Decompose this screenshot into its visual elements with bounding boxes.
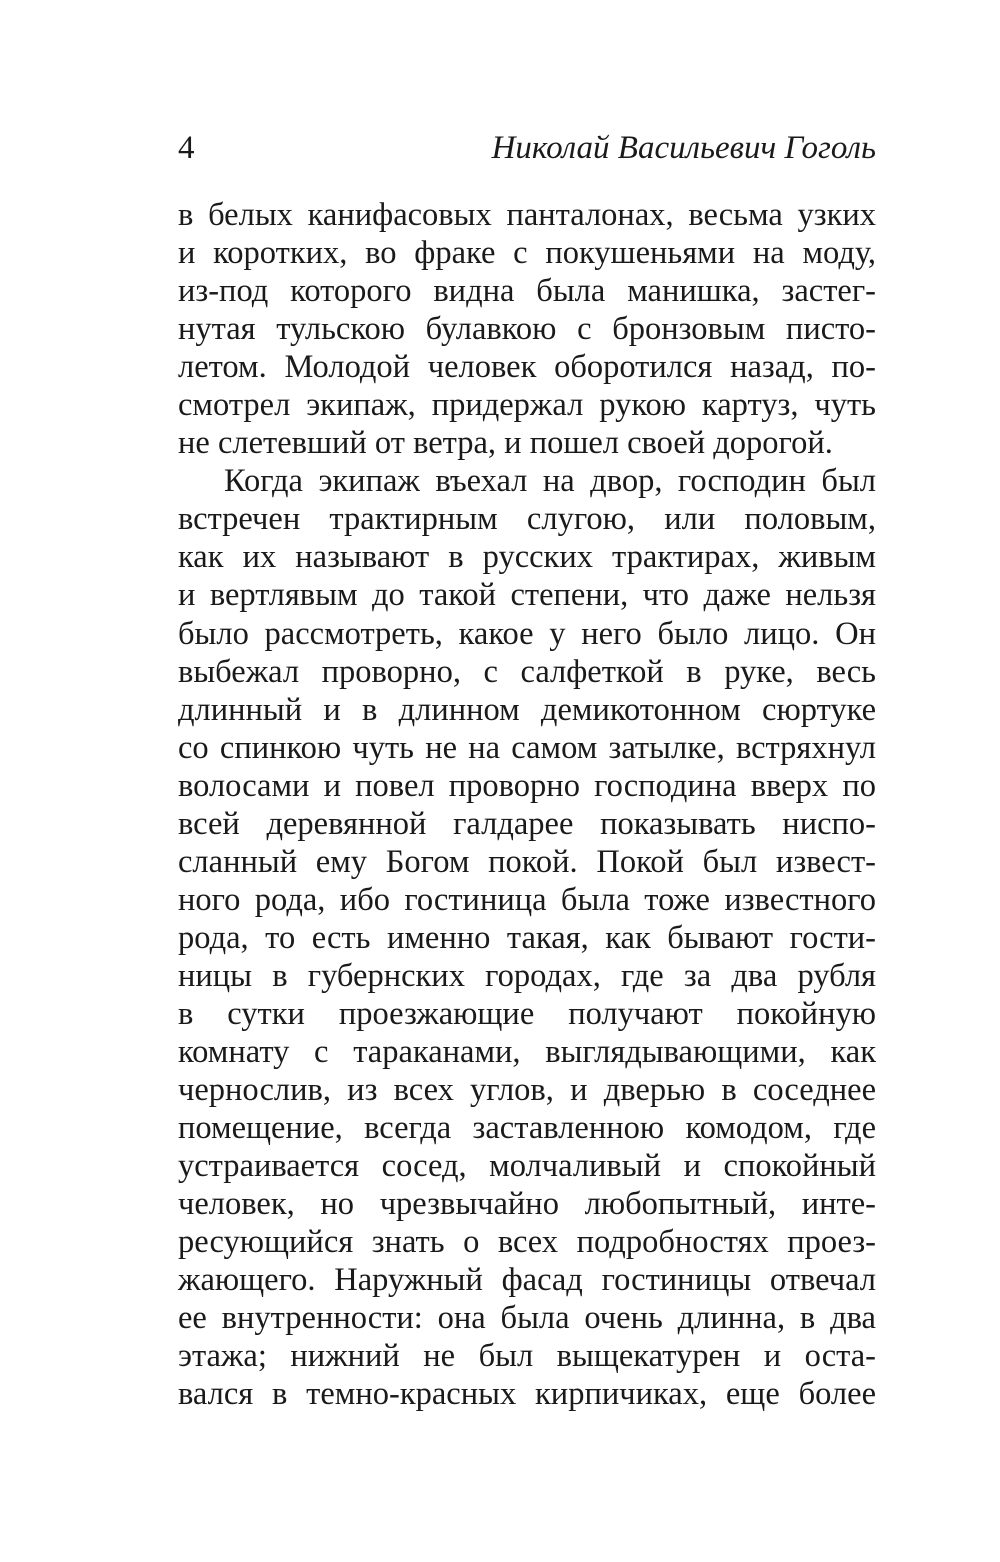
text-line: человек, но чрезвычайно любопытный, инте- bbox=[178, 1186, 876, 1223]
text-line: волосами и повел проворно господина вверх по bbox=[178, 767, 876, 804]
book-page bbox=[178, 0, 876, 1562]
text-line: всей деревянной галдарее показывать ниспо- bbox=[178, 805, 876, 842]
text-line: ного рода, ибо гостиница была тоже известного bbox=[178, 881, 876, 918]
text-line: сланный ему Богом покой. Покой был извест- bbox=[178, 843, 876, 880]
body-text bbox=[178, 196, 876, 1414]
text-line: не слетевший от ветра, и пошел своей дорогой. bbox=[178, 425, 833, 462]
text-line: чернослив, из всех углов, и дверью в соседнее bbox=[178, 1072, 876, 1109]
text-line: рода, то есть именно такая, как бывают гости- bbox=[178, 919, 876, 956]
text-line: со спинкою чуть не на самом затылке, встряхнул bbox=[178, 729, 876, 766]
text-line: помещение, всегда заставленною комодом, где bbox=[178, 1110, 876, 1147]
text-line: ресующийся знать о всех подробностях проез- bbox=[178, 1224, 876, 1261]
text-line: ницы в губернских городах, где за два рубля bbox=[178, 957, 876, 994]
running-head-author: Николай Васильевич Гоголь bbox=[491, 130, 876, 166]
page-header bbox=[178, 126, 876, 170]
text-line: и вертлявым до такой степени, что даже нельзя bbox=[178, 577, 876, 614]
text-line: устраивается сосед, молчаливый и спокойный bbox=[178, 1148, 876, 1185]
text-line: в белых канифасовых панталонах, весьма узких bbox=[178, 197, 876, 233]
text-line: встречен трактирным слугою, или половым, bbox=[178, 501, 876, 538]
text-line: смотрел экипаж, придержал рукою картуз, чуть bbox=[178, 387, 876, 424]
text-line: ее внутренности: она была очень длинна, в два bbox=[178, 1300, 876, 1337]
text-line: длинный и в длинном демикотонном сюртуке bbox=[178, 691, 876, 728]
page-number: 4 bbox=[178, 130, 195, 166]
text-line: из-под которого видна была манишка, застег- bbox=[178, 273, 876, 310]
text-line: комнату с тараканами, выглядывающими, как bbox=[178, 1034, 876, 1071]
text-line: как их называют в русских трактирах, живым bbox=[178, 539, 876, 576]
text-line: в сутки проезжающие получают покойную bbox=[178, 995, 876, 1032]
text-line: жающего. Наружный фасад гостиницы отвечал bbox=[178, 1262, 876, 1299]
text-line: было рассмотреть, какое у него было лицо. Он bbox=[178, 615, 876, 652]
text-line-paragraph-start: Когда экипаж въехал на двор, господин был bbox=[224, 463, 876, 500]
text-line: вался в темно-красных кирпичиках, еще более bbox=[178, 1376, 876, 1413]
text-line: летом. Молодой человек оборотился назад, по- bbox=[178, 349, 876, 386]
text-line: этажа; нижний не был выщекатурен и оста- bbox=[178, 1338, 876, 1375]
text-line: и коротких, во фраке с покушеньями на моду, bbox=[178, 235, 876, 272]
text-line: выбежал проворно, с салфеткой в руке, весь bbox=[178, 653, 876, 690]
text-line: нутая тульскою булавкою с бронзовым писто- bbox=[178, 311, 876, 348]
